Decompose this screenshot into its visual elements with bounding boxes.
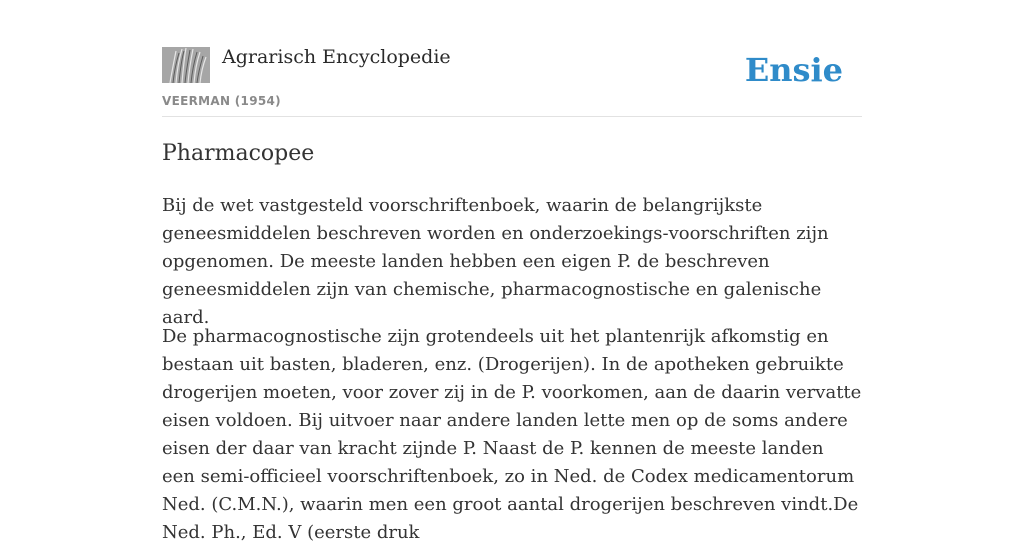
source-avatar[interactable] (162, 47, 210, 83)
article-container (162, 0, 862, 543)
article-paragraph: De pharmacognostische zijn grotendeels uit het plantenrijk afkomstig en bestaan uit basten, bladeren, enz. (Drogerijen). In de apotheken gebruikte drogerijen moeten, voor zover zij in de P. voorkomen, aan de daarin vervatte eisen voldoen. Bij uitvoer naar andere landen lette men op de soms andere eisen der daar van kracht zijnde P. Naast de P. kennen de meeste landen een semi-officieel voorschriftenboek, zo in Ned. de Codex medicamentorum Ned. (C.M.N.), waarin men een groot aantal drogerijen beschreven vindt.De Ned. Ph., Ed. V (eerste druk (162, 326, 862, 543)
wheat-engraving-icon (162, 47, 210, 83)
source-edition: VEERMAN (1954) (162, 94, 281, 108)
article-paragraph: Bij de wet vastgesteld voorschriftenboek, waarin de belangrijkste geneesmiddelen beschreven worden en onderzoekings-voorschriften zijn opgenomen. De meeste landen hebben een eigen P. de beschreven geneesmiddelen zijn van chemische, pharmacognostische en galenische aard. (162, 195, 829, 328)
brand-logo[interactable]: Ensie (744, 51, 843, 89)
article-title: Pharmacopee (162, 141, 315, 166)
source-title[interactable]: Agrarisch Encyclopedie (222, 46, 451, 68)
source-header (162, 0, 862, 117)
